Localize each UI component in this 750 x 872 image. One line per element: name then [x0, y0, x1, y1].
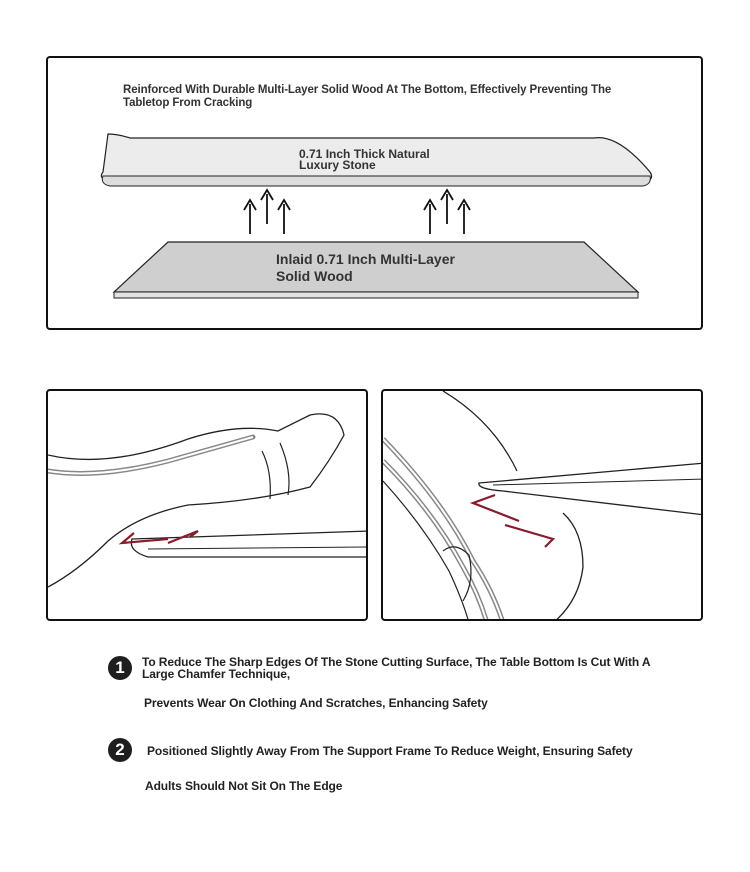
stone-label — [299, 149, 430, 171]
edge-offset-illustration-panel — [381, 389, 703, 621]
wood-label-line1: Inlaid 0.71 Inch Multi-Layer — [276, 251, 455, 267]
chamfer-illustration-panel — [46, 389, 368, 621]
stone-label-line2: Luxury Stone — [299, 158, 376, 172]
stone-slab-edge — [102, 176, 650, 186]
note-2-text: Positioned Slightly Away From The Support Frame To Reduce Weight, Ensuring Safety — [147, 744, 633, 758]
arm-on-table-illustration — [48, 391, 368, 621]
note-1-text: To Reduce The Sharp Edges Of The Stone Cutting Surface, The Table Bottom Is Cut With A Large Chamfer Technique, — [142, 655, 650, 681]
note-1-number-badge: 1 — [108, 656, 132, 680]
note-2-subtext: Adults Should Not Sit On The Edge — [145, 779, 343, 793]
layer-diagram-panel — [46, 56, 703, 330]
note-1-subtext: Prevents Wear On Clothing And Scratches, Enhancing Safety — [144, 696, 488, 710]
arrows-right — [424, 190, 470, 234]
stone-label-line1: 0.71 Inch Thick Natural — [299, 147, 430, 161]
wood-board-edge — [114, 292, 638, 298]
offset-red-mark — [473, 495, 553, 547]
wood-label-line2: Solid Wood — [276, 268, 353, 284]
diagram-caption: Reinforced With Durable Multi-Layer Solid Wood At The Bottom, Effectively Preventing The Tabletop From Cracking — [123, 84, 612, 109]
note-2-number-badge: 2 — [108, 738, 132, 762]
wood-label — [276, 251, 455, 285]
knee-near-edge-illustration — [383, 391, 703, 621]
arrows-left — [244, 190, 290, 234]
